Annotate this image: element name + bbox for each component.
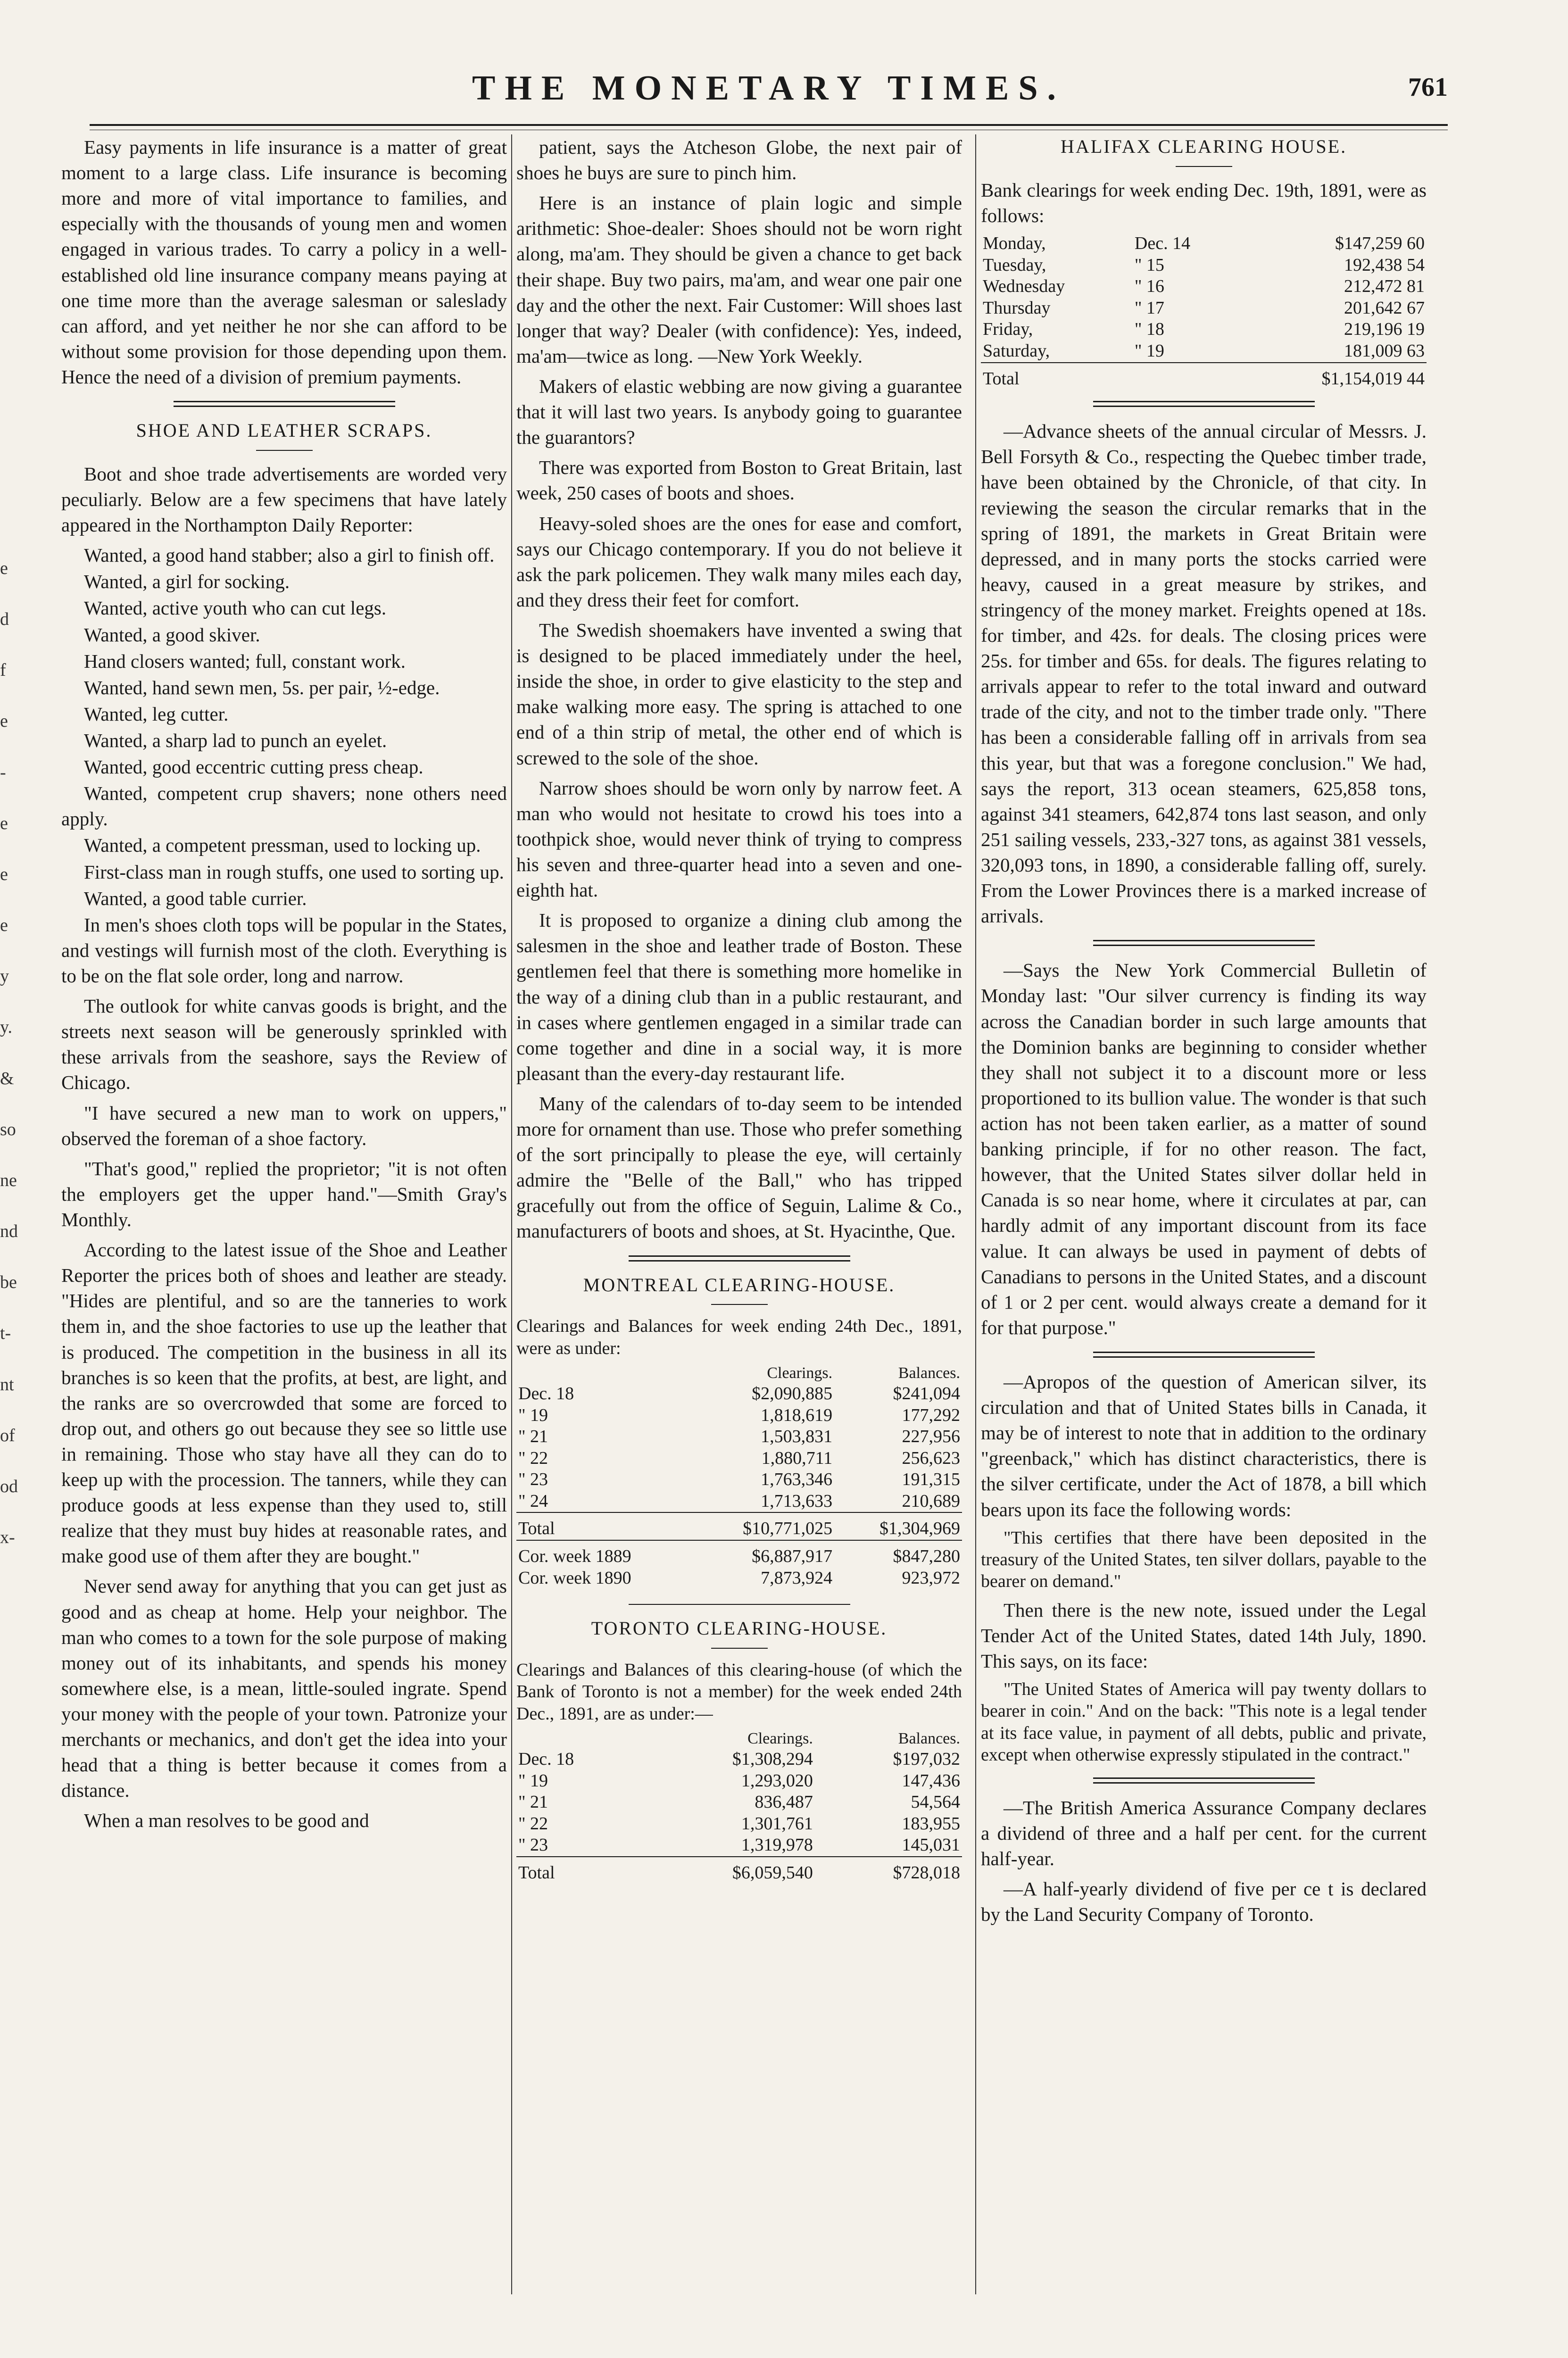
heading-rule (1176, 166, 1232, 167)
balances-cell: 145,031 (902, 1835, 960, 1855)
margin-fragment: e (0, 915, 8, 936)
table-row (516, 1383, 962, 1405)
date-cell: " 21 (518, 1427, 548, 1447)
margin-fragment: nt (0, 1374, 14, 1395)
wanted-ad: Wanted, a good table currier. (84, 887, 307, 909)
day-cell: Friday, (983, 319, 1033, 340)
clearings-cell: 1,503,831 (761, 1427, 833, 1447)
balances-header: Balances. (898, 1730, 960, 1748)
balances-cell: 183,955 (902, 1813, 960, 1834)
wanted-ad: Wanted, a good skiver. (84, 623, 260, 646)
date-cell: " 19 (518, 1770, 548, 1791)
table-row (516, 1792, 962, 1813)
halifax-heading: HALIFAX CLEARING HOUSE. (1060, 136, 1347, 157)
date-cell: " 22 (518, 1448, 548, 1468)
table-row (516, 1426, 962, 1448)
wanted-ad: Hand closers wanted; full, constant work. (84, 650, 406, 672)
date-cell: Dec. 18 (518, 1383, 574, 1403)
date-cell: " 16 (1134, 276, 1164, 297)
balances-cell: 54,564 (911, 1792, 960, 1812)
date-cell: " 19 (1134, 340, 1164, 361)
article-paragraph: patient, says the Atcheson Globe, the next pair of shoes he buys are sure to pinch him. (516, 136, 962, 184)
halifax-intro: Bank clearings for week ending Dec. 19th, 1891, were as follows: (981, 179, 1427, 226)
wanted-ad: Wanted, hand sewn men, 5s. per pair, ½-edge. (84, 676, 440, 698)
article-paragraph: According to the latest issue of the Shoe and Leather Reporter the prices both of shoes and leather are steady. "Hides are plentiful, and so are the tanneries to work them in, and the shoe factories to use up the leather that is produced. The competition in the business in all its branches is so keen that the profits, at best, are light, and the ranks are so overcrowded that some are forced to drop out, and others go out because they see so little use in remaining. Those who stay have all they can do to keep up with the procession. The tanners, while they can produce goods at less expense than they used to, still realize that they must buy hides at reasonable rates, and make good use of them after they are bought." (61, 1239, 507, 1567)
wanted-ad: Wanted, active youth who can cut legs. (84, 597, 387, 619)
balances-cell: $241,094 (893, 1383, 960, 1403)
date-cell: Dec. 18 (518, 1749, 574, 1769)
table-row (516, 1405, 962, 1427)
shoe-intro-paragraph: Boot and shoe trade advertisements are worded very peculiarly. Below are a few specimens that have lately appeared in the Northampton Daily Reporter: (61, 463, 507, 536)
balances-header: Balances. (898, 1364, 960, 1382)
margin-fragment: & (0, 1068, 14, 1088)
margin-fragment: t- (0, 1323, 11, 1344)
toronto-heading: TORONTO CLEARING-HOUSE. (591, 1618, 888, 1639)
section-divider (174, 401, 395, 407)
margin-fragment: e (0, 558, 8, 578)
total-label: Total (518, 1519, 555, 1539)
balances-cell: 256,623 (902, 1448, 960, 1468)
total-balances: $1,304,969 (879, 1519, 960, 1539)
comparison-label: Cor. week 1890 (518, 1568, 631, 1588)
clearings-cell: 1,293,020 (741, 1770, 813, 1791)
wanted-ad: Wanted, a good hand stabber; also a girl to finish off. (84, 544, 495, 566)
total-clearings: $6,059,540 (732, 1862, 813, 1883)
margin-fragment: be (0, 1272, 17, 1293)
date-cell: Dec. 14 (1134, 233, 1191, 254)
article-paragraph: Heavy-soled shoes are the ones for ease and comfort, says our Chicago contemporary. If you do not believe it ask the park policemen. They walk many miles each day, and they dress their feet for comfort. (516, 512, 962, 611)
comparison-balances: $847,280 (893, 1546, 960, 1567)
article-paragraph: —A half-yearly dividend of five per ce t is declared by the Land Security Company of Toronto. (981, 1877, 1427, 1925)
column-3 (981, 134, 1427, 1932)
table-row (981, 298, 1427, 319)
table-row (981, 233, 1427, 255)
clearings-cell: 1,713,633 (761, 1491, 833, 1511)
balances-cell: 191,315 (902, 1470, 960, 1490)
section-divider (629, 1604, 850, 1605)
date-cell: " 23 (518, 1835, 548, 1855)
wanted-ad: Wanted, a competent pressman, used to locking up. (84, 834, 481, 856)
dividend-paragraphs (981, 1795, 1427, 1927)
column-2 (516, 134, 962, 1884)
amount-cell: 201,642 67 (1344, 298, 1425, 318)
shoe-paragraphs-continued (516, 134, 962, 1244)
clearings-cell: $2,090,885 (752, 1383, 833, 1403)
table-row (516, 1448, 962, 1470)
margin-fragment: nd (0, 1221, 18, 1242)
amount-cell: 192,438 54 (1344, 255, 1425, 275)
balances-cell: $197,032 (893, 1749, 960, 1769)
date-cell: " 21 (518, 1792, 548, 1812)
section-divider (1093, 1352, 1315, 1358)
heading-rule (711, 1648, 768, 1649)
margin-fragment: - (0, 762, 6, 782)
wanted-ad: Wanted, competent crup shavers; none others need apply. (61, 782, 507, 830)
total-label: Total (518, 1862, 555, 1883)
clearings-cell: 1,319,978 (741, 1835, 813, 1855)
margin-fragment: so (0, 1119, 16, 1139)
wanted-ad: Wanted, a sharp lad to punch an eyelet. (84, 729, 387, 751)
margin-fragment: e (0, 864, 8, 884)
article-paragraph: Many of the calendars of to-day seem to be intended more for ornament than use. Those who prefer something of the sort principally to please the eye, will certainly admire the "Belle of the Ball," who has tripped gracefully out from the office of Seguin, Lalime & Co., manufacturers of boots and shoes, at St. Hyacinthe, Que. (516, 1092, 962, 1242)
date-cell: " 23 (518, 1470, 548, 1490)
comparison-label: Cor. week 1889 (518, 1546, 631, 1567)
article-paragraph: Narrow shoes should be worn only by narrow feet. A man who would not hesitate to crowd his toes into a toothpick shoe, would never think of trying to compress his seven and three-quarter head into a seven and one-eighth hat. (516, 777, 962, 901)
article-paragraph: —Says the New York Commercial Bulletin of Monday last: "Our silver currency is finding its way across the Canadian border in such large amounts that the Dominion banks are beginning to consider whether they shall not subject it to a discount more or less proportioned to its bullion value. The wonder is that such action has not been taken earlier, as a matter of sound banking principle, if for no other reason. The fact, however, that the United States silver dollar held in Canada is so near home, where it circulates at par, can hardly admit of any important discount from its face value. It can always be used in payment of debts of Canadians to persons in the United States, and a discount of 1 or 2 per cent. would always create a demand for it for that purpose." (981, 959, 1427, 1338)
halifax-table (981, 233, 1427, 390)
balances-cell: 210,689 (902, 1491, 960, 1511)
table-row (981, 276, 1427, 298)
margin-fragment: f (0, 660, 6, 681)
toronto-intro: Clearings and Balances of this clearing-house (of which the Bank of Toronto is not a member) for the week ended 24th Dec., 1891, are as under:— (516, 1660, 962, 1724)
balances-cell: 147,436 (902, 1770, 960, 1791)
margin-fragment: d (0, 609, 9, 630)
heading-rule (711, 1304, 768, 1305)
masthead (90, 68, 1448, 120)
date-cell: " 22 (518, 1813, 548, 1834)
margin-fragment: e (0, 711, 8, 731)
article-paragraph: There was exported from Boston to Great Britain, last week, 250 cases of boots and shoes. (516, 457, 962, 504)
table-row (516, 1491, 962, 1513)
table-rule (516, 1512, 962, 1518)
wanted-ad: Wanted, good eccentric cutting press cheap. (84, 756, 423, 778)
masthead-rule (90, 124, 1448, 126)
amount-cell: $147,259 60 (1335, 233, 1425, 254)
table-row (516, 1813, 962, 1835)
total-row (516, 1862, 962, 1884)
comparison-balances: 923,972 (902, 1568, 960, 1588)
timber-trade-paragraph (981, 418, 1427, 929)
silver-certificate-quote: "This certifies that there have been deposited in the treasury of the United States, ten silver dollars, payable to the bearer on demand." (981, 1528, 1427, 1592)
clearings-cell: 836,487 (755, 1792, 813, 1812)
amount-cell: 219,196 19 (1344, 319, 1425, 340)
article-paragraph: —Advance sheets of the annual circular of Messrs. J. Bell Forsyth & Co., respecting the Quebec timber trade, have been obtained by the Chronicle, of that city. In reviewing the season the circular remarks that in the spring of 1891, the markets in Great Britain were depressed, and in many ports the stocks carried were heavy, caused in a great measure by strikes, and stringency of the money market. Freights opened at 18s. for timber, and 42s. for deals. The closing prices were 25s. for timber and 65s. for deals. The figures relating to arrivals appear to refer to the total inward and outward trade of the city, and not to the timber trade only. "There has been a considerable falling off in arrivals from sea this year, but that was a foregone conclusion." We had, says the report, 313 ocean steamers, 625,858 tons, against 341 steamers, 642,874 tons last season, and only 251 sailing vessels, 233,-327 tons, as against 381 vessels, 320,093 tons, in 1890, a considerable falling off, surely. From the Lower Provinces there is a marked increase of arrivals. (981, 420, 1427, 927)
margin-fragment: of (0, 1425, 15, 1445)
amount-cell: 212,472 81 (1344, 276, 1425, 297)
column-divider (975, 134, 976, 2294)
column-1 (61, 134, 507, 1838)
balances-cell: 227,956 (902, 1427, 960, 1447)
clearings-cell: 1,763,346 (761, 1470, 833, 1490)
section-divider (1093, 401, 1315, 407)
montreal-table (516, 1364, 962, 1589)
date-cell: " 18 (1134, 319, 1164, 340)
table-row (516, 1835, 962, 1857)
table-row (516, 1770, 962, 1792)
table-row (981, 255, 1427, 276)
legal-tender-quote: "The United States of America will pay twenty dollars to bearer in coin." And on the back: "This note is a legal tender at its face value, in payment of all debts, public and private, except when otherwise expressly stipulated in the contract." (981, 1679, 1427, 1765)
wanted-ad: First-class man in rough stuffs, one used to sorting up. (84, 861, 504, 883)
montreal-intro: Clearings and Balances for week ending 24th Dec., 1891, were as under: (516, 1316, 962, 1358)
table-rule (516, 1857, 962, 1862)
shoe-scraps-heading: SHOE AND LEATHER SCRAPS. (136, 420, 432, 441)
article-paragraph: When a man resolves to be good and (84, 1810, 369, 1832)
day-cell: Wednesday (983, 276, 1065, 297)
clearings-cell: $1,308,294 (732, 1749, 813, 1769)
clearings-header: Clearings. (747, 1730, 813, 1748)
date-cell: " 17 (1134, 298, 1164, 318)
article-paragraph: "That's good," replied the proprietor; "it is not often the employers get the upper hand."—Smith Gray's Monthly. (61, 1157, 507, 1230)
total-label: Total (983, 368, 1020, 389)
article-paragraph: It is proposed to organize a dining club among the salesmen in the shoe and leather trade of Boston. These gentlemen feel that there is something more homelike in the way of a dining club than in a public restaurant, and in cases where gentlemen engaged in a similar trade can come together and dine in a social way, it is more pleasant than the every-day restaurant life. (516, 909, 962, 1084)
article-paragraph: In men's shoes cloth tops will be popular in the States, and vestings will furnish most of the cloth. Everything is to be on the flat sole order, long and narrow. (61, 913, 507, 987)
article-paragraph: The outlook for white canvas goods is bright, and the streets next season will be generously sprinkled with these arrivals from the seashore, says the Review of Chicago. (61, 995, 507, 1094)
total-row (516, 1518, 962, 1540)
section-divider (629, 1255, 850, 1262)
section-divider (1093, 1777, 1315, 1784)
table-row (981, 319, 1427, 340)
table-row (516, 1749, 962, 1770)
margin-fragment: ne (0, 1170, 17, 1190)
margin-fragment: x- (0, 1527, 15, 1547)
clearings-header: Clearings. (767, 1364, 833, 1382)
comparison-row (516, 1546, 962, 1568)
heading-rule (256, 450, 313, 451)
clearings-cell: 1,818,619 (761, 1405, 833, 1425)
date-cell: " 24 (518, 1491, 548, 1511)
silver-currency-paragraph (981, 957, 1427, 1340)
legal-tender-paragraph: Then there is the new note, issued under the Legal Tender Act of the United States, dated 14th July, 1890. This says, on its face: (981, 1599, 1427, 1672)
american-silver-paragraph (981, 1369, 1427, 1522)
table-row (516, 1469, 962, 1491)
comparison-row (516, 1568, 962, 1589)
total-clearings: $10,771,025 (743, 1519, 833, 1539)
newspaper-title: THE MONETARY TIMES. (472, 69, 1065, 108)
comparison-clearings: 7,873,924 (761, 1568, 833, 1588)
margin-fragment: od (0, 1476, 18, 1496)
table-row (981, 340, 1427, 363)
article-paragraph: —The British America Assurance Company declares a dividend of three and a half per cent. for the current half-year. (981, 1796, 1427, 1869)
insurance-paragraph: Easy payments in life insurance is a matter of great moment to a large class. Life insurance is becoming more and more of vital importance to families, and especially with the thousands of young men and women engaged in various trades. To carry a policy in a well-established old line insurance company means paying at one time more than the average salesman or saleslady can afford, and yet neither he nor she can afford to be without some provision for those depending upon them. Hence the need of a division of premium payments. (61, 136, 507, 388)
day-cell: Tuesday, (983, 255, 1046, 275)
margin-fragment: y. (0, 1017, 13, 1038)
article-paragraph: Never send away for anything that you can get just as good and as cheap at home. Help your neighbor. The man who comes to a town for the sole purpose of making money out of its inhabitants, and spends his money somewhere else, is a mean, little-souled ingrate. Spend your money with the people of your town. Patronize your merchants or mechanics, and don't get the idea into your head that a thing is better because it comes from a distance. (61, 1575, 507, 1802)
date-cell: " 15 (1134, 255, 1164, 275)
total-balances: $728,018 (893, 1862, 960, 1883)
toronto-table (516, 1729, 962, 1884)
wanted-ad: Wanted, leg cutter. (84, 703, 229, 725)
day-cell: Monday, (983, 233, 1046, 254)
table-rule (981, 363, 1427, 368)
clearings-cell: 1,880,711 (761, 1448, 833, 1468)
article-paragraph: Makers of elastic webbing are now giving a guarantee that it will last two years. Is anybody going to guarantee the guarantors? (516, 375, 962, 448)
montreal-heading: MONTREAL CLEARING-HOUSE. (583, 1274, 896, 1295)
day-cell: Thursday (983, 298, 1051, 318)
column-divider (511, 134, 512, 2294)
wanted-ad: Wanted, a girl for socking. (84, 571, 290, 593)
clearings-cell: 1,301,761 (741, 1813, 813, 1834)
section-divider (1093, 940, 1315, 946)
balances-cell: 177,292 (902, 1405, 960, 1425)
table-rule (516, 1540, 962, 1546)
total-amount: $1,154,019 44 (1321, 368, 1425, 389)
margin-fragment: y (0, 966, 9, 987)
article-paragraph: —Apropos of the question of American silver, its circulation and that of United States bills in Canada, it may be of interest to note that in addition to the ordinary "greenback," which has distinct characteristics, there is the silver certificate, under the Act of 1878, a bill which bears upon its face the following words: (981, 1371, 1427, 1520)
day-cell: Saturday, (983, 340, 1050, 361)
left-margin-fragments (0, 556, 28, 1577)
margin-fragment: e (0, 813, 8, 833)
amount-cell: 181,009 63 (1344, 340, 1425, 361)
article-paragraph: Here is an instance of plain logic and simple arithmetic: Shoe-dealer: Shoes should not be worn right along, ma'am. They should be given a chance to get back their shape. Buy two pairs, ma'am, and wear one pair one day and the other the next. Fair Customer: Will shoes last longer that way? Dealer (with confidence): Yes, indeed, ma'am—twice as long. —New York Weekly. (516, 192, 962, 367)
total-row (981, 368, 1427, 390)
article-paragraph: "I have secured a new man to work on uppers," observed the foreman of a shoe factory. (61, 1102, 507, 1149)
article-paragraph: The Swedish shoemakers have invented a swing that is designed to be placed immediately under the heel, inside the shoe, in order to give elasticity to the step and make walking more easy. The spring is attached to one end of a thin strip of metal, the other end of which is screwed to the sole of the shoe. (516, 619, 962, 769)
comparison-clearings: $6,887,917 (752, 1546, 833, 1567)
page-number: 761 (1408, 73, 1448, 102)
date-cell: " 19 (518, 1405, 548, 1425)
shoe-paragraphs (61, 912, 507, 1834)
wanted-ads-list (61, 542, 507, 911)
